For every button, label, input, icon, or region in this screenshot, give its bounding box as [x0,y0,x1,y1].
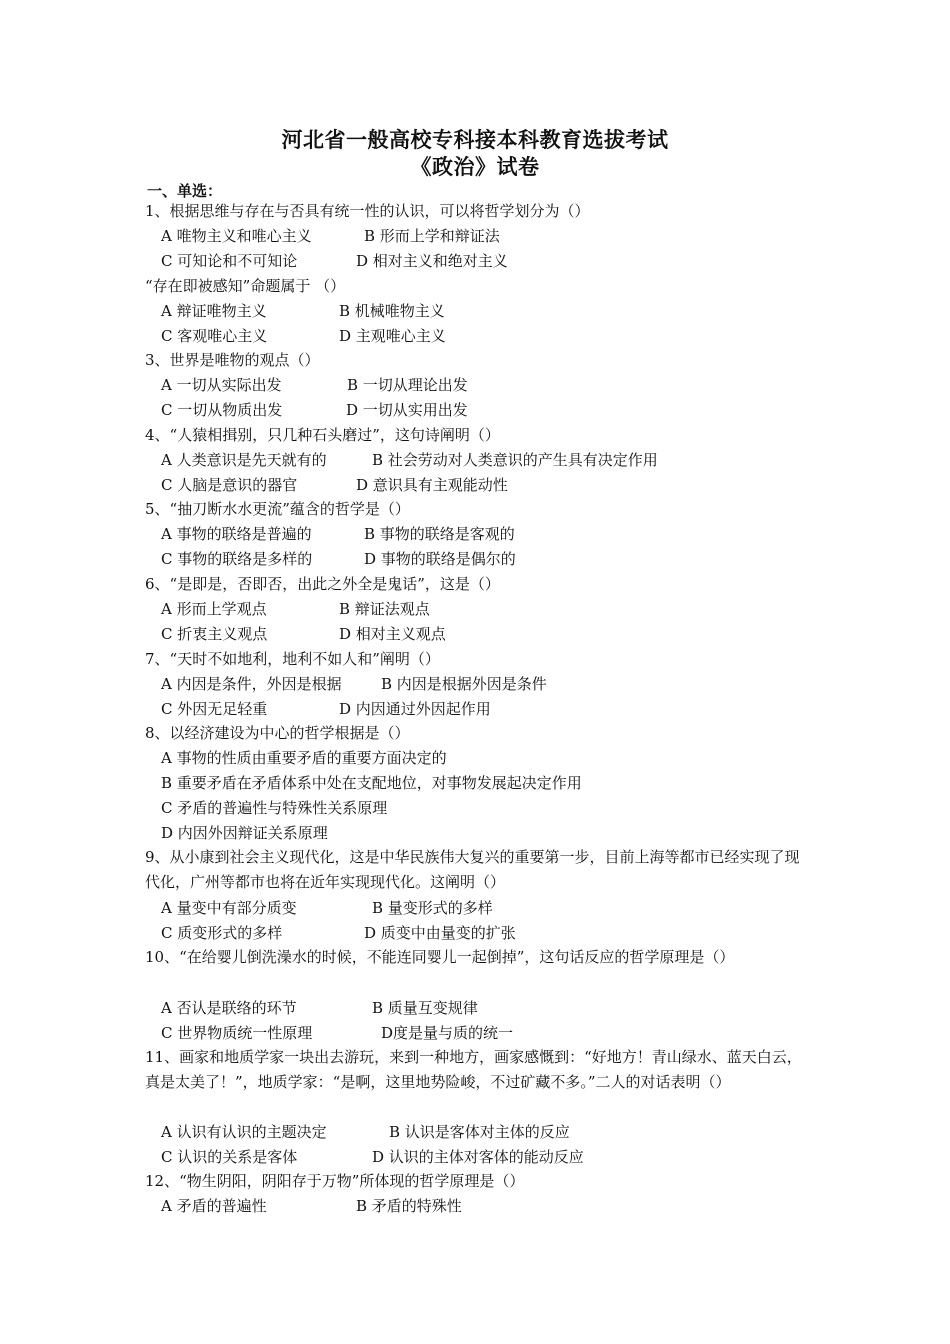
question-text: 7、“天时不如地利，地利不如人和”阐明（） [145,650,440,668]
option-d: D 主观唯心主义 [339,327,446,345]
option-b: B 量变形式的多样 [372,899,493,917]
option-c: C 可知论和不可知论 [161,252,298,270]
option-a: A 矛盾的普遍性 [161,1197,267,1215]
option-c: C 人脑是意识的器官 [161,476,298,494]
question-text: 5、“抽刀断水水更流”蕴含的哲学是（） [145,500,410,518]
option-a: A 事物的性质由重要矛盾的重要方面决定的 [161,749,447,767]
option-c: C 一切从物质出发 [161,401,283,419]
exam-title: 河北省一般高校专科接本科教育选拔考试 [281,127,669,152]
question-text: 6、“是即是，否即否，出此之外全是鬼话”，这是（） [145,575,500,593]
option-a: A 内因是条件，外因是根据 [161,675,342,693]
option-b: B 重要矛盾在矛盾体系中处在支配地位，对事物发展起决定作用 [161,774,582,792]
option-c: C 矛盾的普遍性与特殊性关系原理 [161,799,388,817]
option-a: A 认识有认识的主题决定 [161,1123,327,1141]
question-text: 12、“物生阴阳，阴阳存于万物”所体现的哲学原理是（） [145,1172,525,1190]
option-b: B 社会劳动对人类意识的产生具有决定作用 [372,451,658,469]
option-d: D 认识的主体对客体的能动反应 [372,1148,584,1166]
option-d: D 一切从实用出发 [346,401,468,419]
option-d: D 意识具有主观能动性 [356,476,508,494]
question-text: 3、世界是唯物的观点（） [145,351,320,369]
option-a: A 辩证唯物主义 [161,302,267,320]
option-c: C 折衷主义观点 [161,625,268,643]
option-b: B 机械唯物主义 [339,302,445,320]
option-d: D 相对主义和绝对主义 [356,252,508,270]
section-heading: 一、单选： [147,182,223,200]
option-b: B 矛盾的特殊性 [356,1197,462,1215]
question-text: 9、从小康到社会主义现代化，这是中华民族伟大复兴的重要第一步，目前上海等都市已经实现了现代化，广州等都市也将在近年实现现代化。这阐明（） [145,848,800,891]
option-b: B 事物的联络是客观的 [364,525,515,543]
option-c: C 外因无足轻重 [161,700,268,718]
option-c: C 质变形式的多样 [161,924,283,942]
option-d: D 事物的联络是偶尔的 [364,550,516,568]
option-a: A 量变中有部分质变 [161,899,297,917]
option-a: A 一切从实际出发 [161,376,282,394]
option-a: A 唯物主义和唯心主义 [161,227,312,245]
option-a: A 形而上学观点 [161,600,267,618]
question-text: 8、以经济建设为中心的哲学根据是（） [145,724,410,742]
option-d: D度是量与质的统一 [381,1024,514,1042]
option-b: B 一切从理论出发 [347,376,468,394]
question-text: 4、“人猿相揖别，只几种石头磨过”，这句诗阐明（） [145,426,500,444]
option-d: D 内因外因辩证关系原理 [161,824,328,842]
option-a: A 事物的联络是普遍的 [161,525,312,543]
option-b: B 辩证法观点 [339,600,430,618]
question-text: 10、“在给婴儿倒洗澡水的时候，不能连同婴儿一起倒掉”，这句话反应的哲学原理是（） [145,948,735,966]
question-text: “存在即被感知”命题属于 （） [145,277,346,295]
option-d: D 内因通过外因起作用 [339,700,491,718]
option-d: D 相对主义观点 [339,625,446,643]
option-c: C 世界物质统一性原理 [161,1024,313,1042]
option-a: A 人类意识是先天就有的 [161,451,327,469]
option-c: C 客观唯心主义 [161,327,268,345]
option-a: A 否认是联络的环节 [161,999,297,1017]
option-d: D 质变中由量变的扩张 [364,924,516,942]
option-c: C 认识的关系是客体 [161,1148,298,1166]
option-b: B 内因是根据外因是条件 [381,675,547,693]
option-b: B 形而上学和辩证法 [364,227,500,245]
option-b: B 质量互变规律 [372,999,478,1017]
option-c: C 事物的联络是多样的 [161,550,313,568]
option-b: B 认识是客体对主体的反应 [389,1123,570,1141]
exam-subtitle: 《政治》试卷 [410,154,540,179]
question-text: 11、画家和地质学家一块出去游玩，来到一种地方，画家感慨到：“好地方！青山绿水、蓝天白云，真是太美了！”，地质学家：“是啊，这里地势险峻，不过矿藏不多。”二人的对话表明（） [145,1048,802,1091]
question-text: 1、根据思维与存在与否具有统一性的认识，可以将哲学划分为（） [145,202,590,220]
